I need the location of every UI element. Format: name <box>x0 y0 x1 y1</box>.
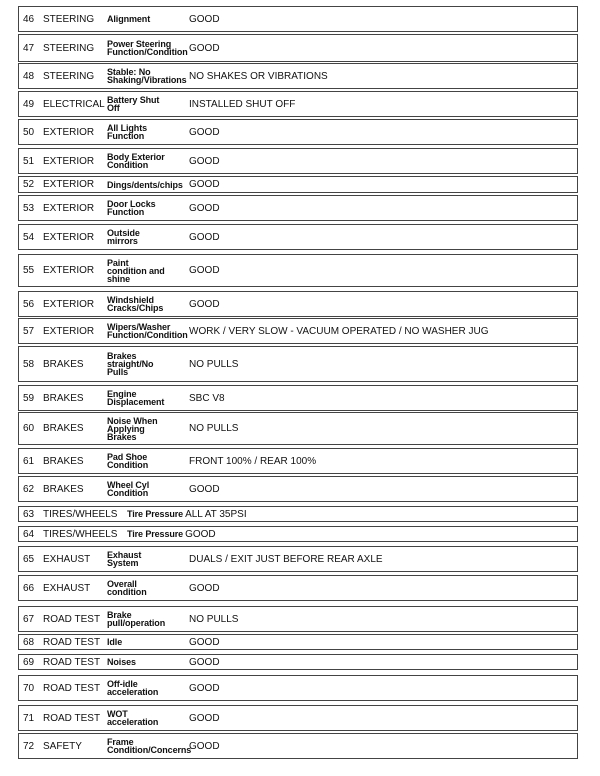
row-value: INSTALLED SHUT OFF <box>189 98 296 110</box>
row-number: 53 <box>23 202 35 214</box>
row-number: 63 <box>23 508 35 520</box>
row-item: Dings/dents/chips <box>107 179 183 190</box>
row-category: EXTERIOR <box>43 126 95 138</box>
table-row <box>18 119 578 145</box>
row-category: EXTERIOR <box>43 202 95 214</box>
row-value: GOOD <box>189 656 220 668</box>
row-item: All Lights Function <box>107 123 147 141</box>
row-number: 64 <box>23 528 35 540</box>
table-row <box>18 476 578 502</box>
row-value: GOOD <box>189 265 220 276</box>
row-item: Tire Pressure <box>127 509 184 519</box>
row-value: ALL AT 35PSI <box>185 508 247 520</box>
row-number: 50 <box>23 126 35 138</box>
row-category: STEERING <box>43 13 95 25</box>
row-category: ROAD TEST <box>43 682 101 694</box>
row-value: GOOD <box>189 179 220 190</box>
row-category: STEERING <box>43 42 95 54</box>
row-category: EXTERIOR <box>43 298 95 310</box>
row-value: NO PULLS <box>189 423 239 434</box>
row-item: WOT acceleration <box>107 709 159 727</box>
row-category: BRAKES <box>43 392 84 404</box>
row-number: 58 <box>23 358 35 370</box>
row-category: ROAD TEST <box>43 613 101 625</box>
row-value: GOOD <box>189 636 220 648</box>
row-category: ELECTRICAL <box>43 98 105 110</box>
row-number: 62 <box>23 483 35 495</box>
row-number: 66 <box>23 582 35 594</box>
row-category: STEERING <box>43 70 95 82</box>
row-item: Tire Pressure <box>127 529 184 539</box>
row-number: 67 <box>23 613 35 625</box>
row-value: GOOD <box>185 528 216 540</box>
row-item: Brakes straight/No Pulls <box>107 351 154 377</box>
row-item: Brake pull/operation <box>107 610 166 628</box>
row-category: BRAKES <box>43 358 84 370</box>
row-category: EXTERIOR <box>43 231 95 243</box>
row-item: Noise When Applying Brakes <box>107 415 158 442</box>
row-number: 55 <box>23 265 35 276</box>
row-category: EXHAUST <box>43 553 91 565</box>
row-value: GOOD <box>189 483 220 495</box>
row-category: SAFETY <box>43 740 82 752</box>
table-row <box>18 606 578 632</box>
row-number: 57 <box>23 325 35 337</box>
row-value: FRONT 100% / REAR 100% <box>189 455 317 467</box>
row-category: EXTERIOR <box>43 325 95 337</box>
table-row <box>18 412 578 445</box>
table-row <box>18 224 578 250</box>
row-category: BRAKES <box>43 423 84 434</box>
table-row <box>18 195 578 221</box>
row-category: BRAKES <box>43 483 84 495</box>
row-item: Power Steering Function/Condition <box>107 39 188 57</box>
row-item: Overall condition <box>107 579 147 597</box>
table-row <box>18 318 578 344</box>
row-item: Body Exterior Condition <box>107 152 165 170</box>
row-number: 71 <box>23 712 35 724</box>
row-category: TIRES/WHEELS <box>43 508 118 520</box>
table-row <box>18 176 578 193</box>
row-item: Battery Shut Off <box>107 95 160 113</box>
row-category: EXTERIOR <box>43 155 95 167</box>
row-category: ROAD TEST <box>43 636 101 648</box>
row-item: Alignment <box>107 14 151 24</box>
table-row <box>18 385 578 411</box>
table-row <box>18 526 578 542</box>
table-row <box>18 654 578 670</box>
row-category: BRAKES <box>43 455 84 467</box>
row-item: Outside mirrors <box>107 228 140 246</box>
row-item: Paint condition and shine <box>107 257 165 284</box>
row-value: GOOD <box>189 42 220 54</box>
row-item: Stable: No Shaking/Vibrations <box>107 67 187 85</box>
row-number: 48 <box>23 70 35 82</box>
table-row <box>18 705 578 731</box>
row-item: Wheel Cyl Condition <box>107 480 150 498</box>
table-row <box>18 291 578 317</box>
row-item: Windshield Cracks/Chips <box>107 295 164 313</box>
row-category: EXTERIOR <box>43 179 95 190</box>
table-row <box>18 546 578 572</box>
row-value: GOOD <box>189 712 220 724</box>
row-number: 46 <box>23 13 35 25</box>
row-value: GOOD <box>189 202 220 214</box>
row-value: NO SHAKES OR VIBRATIONS <box>189 70 328 82</box>
table-row <box>18 254 578 287</box>
row-number: 56 <box>23 298 35 310</box>
row-number: 65 <box>23 553 35 565</box>
row-number: 69 <box>23 656 35 668</box>
row-number: 72 <box>23 740 35 752</box>
row-item: Door Locks Function <box>107 199 156 217</box>
row-number: 49 <box>23 98 35 110</box>
row-value: WORK / VERY SLOW - VACUUM OPERATED / NO WASHER JUG <box>189 325 489 337</box>
row-number: 70 <box>23 682 35 694</box>
row-value: GOOD <box>189 740 220 752</box>
table-row <box>18 148 578 174</box>
row-item: Exhaust System <box>107 550 142 568</box>
row-number: 59 <box>23 392 35 404</box>
table-row <box>18 448 578 474</box>
row-value: NO PULLS <box>189 358 239 370</box>
row-category: ROAD TEST <box>43 712 101 724</box>
row-number: 68 <box>23 636 35 648</box>
table-row <box>18 6 578 32</box>
row-value: GOOD <box>189 682 220 694</box>
row-value: NO PULLS <box>189 613 239 625</box>
row-number: 47 <box>23 42 35 54</box>
row-category: EXTERIOR <box>43 265 95 276</box>
row-item: Wipers/Washer Function/Condition <box>107 322 188 340</box>
table-row <box>18 346 578 382</box>
table-row <box>18 575 578 601</box>
row-value: DUALS / EXIT JUST BEFORE REAR AXLE <box>189 553 383 565</box>
table-row <box>18 733 578 759</box>
row-category: TIRES/WHEELS <box>43 528 118 540</box>
row-value: SBC V8 <box>189 392 225 404</box>
row-value: GOOD <box>189 13 220 25</box>
row-number: 54 <box>23 231 35 243</box>
row-value: GOOD <box>189 298 220 310</box>
row-value: GOOD <box>189 231 220 243</box>
row-value: GOOD <box>189 126 220 138</box>
row-item: Noises <box>107 657 136 667</box>
row-item: Engine Displacement <box>107 389 165 407</box>
row-number: 60 <box>23 423 35 434</box>
table-row <box>18 91 578 117</box>
row-number: 51 <box>23 155 35 167</box>
table-row <box>18 63 578 89</box>
row-item: Off-idle acceleration <box>107 679 159 697</box>
row-category: ROAD TEST <box>43 656 101 668</box>
row-value: GOOD <box>189 155 220 167</box>
table-row <box>18 675 578 701</box>
row-item: Pad Shoe Condition <box>107 452 149 470</box>
row-value: GOOD <box>189 582 220 594</box>
row-category: EXHAUST <box>43 582 91 594</box>
table-row <box>18 634 578 650</box>
row-number: 52 <box>23 179 35 190</box>
row-number: 61 <box>23 455 35 467</box>
row-item: Frame Condition/Concerns <box>107 737 192 755</box>
table-row <box>18 34 578 62</box>
row-item: Idle <box>107 637 123 647</box>
table-row <box>18 506 578 522</box>
